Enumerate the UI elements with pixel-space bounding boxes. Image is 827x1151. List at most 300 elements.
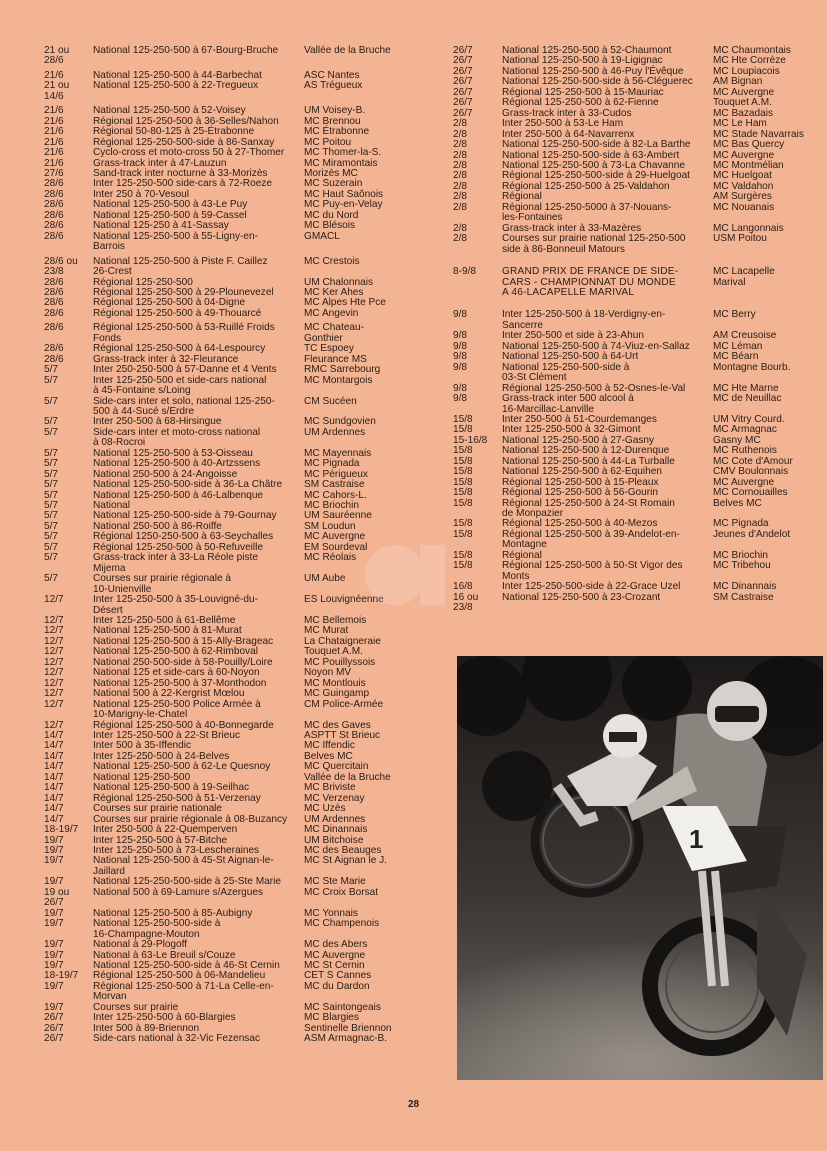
entry-event: Inter 250-500 et side à 23-Ahun: [502, 330, 644, 342]
page-number: 28: [407, 1099, 420, 1110]
entry-event: Grass-track inter à 47-Lauzun: [93, 157, 227, 169]
entry-event: Grass-track inter à 33-Cudos: [502, 107, 632, 119]
entry-event: National 125-250-500-side à 25-Ste Marie: [93, 876, 281, 888]
entry-club: Noyon MV: [304, 667, 352, 679]
entry-club: MC Bazadais: [713, 107, 774, 119]
calendar-entry: [453, 561, 808, 582]
entry-event: Régional: [502, 191, 542, 203]
entry-club: Gasny MC: [713, 434, 761, 446]
entry-event: National 125-250-500 à 44-La Turballe: [502, 455, 675, 467]
calendar-entry: [44, 323, 414, 344]
entry-event: Inter 250-500 à 53-Le Ham: [502, 118, 624, 130]
entry-date: 5/7: [44, 447, 59, 459]
entry-event: National 125-250-500-side à 63-Ambert: [502, 149, 680, 161]
entry-date: 2/8: [453, 170, 468, 182]
entry-club: MC Cornouailles: [713, 487, 788, 499]
entry-event: Régional 1250-250-500 à 63-Seychalles: [93, 531, 274, 543]
entry-club: MC Tribehou: [713, 560, 771, 572]
entry-event: Régional 125-250-500 à 49-Thouarcé: [93, 307, 262, 319]
entry-club: MC Montargois: [304, 374, 373, 386]
calendar-entry: [44, 397, 414, 418]
entry-club: MC Langonnais: [713, 222, 784, 234]
entry-club: Morizès MC: [304, 167, 358, 179]
calendar-entry: [44, 982, 414, 1003]
entry-date: 15/8: [453, 445, 473, 457]
entry-event: Side-cars inter et solo, national 125-250- 500 à 44-Sucé s/Erdre: [93, 395, 275, 417]
entry-club: Belves MC: [713, 497, 762, 509]
entry-date: 16 ou 23/8: [453, 591, 479, 614]
entry-club: UM Aube: [304, 573, 346, 585]
entry-event: Régional 125-250-500 à 40-Bonnegarde: [93, 719, 274, 731]
entry-date: 5/7: [44, 416, 59, 428]
entry-event: National 125-250-500 à 52-Chaumont: [502, 45, 672, 56]
entry-event: National 125-250-500 à 27-Gasny: [502, 434, 655, 446]
entry-date: 28/6: [44, 230, 64, 242]
entry-event: Régional 125-250-500 à 51-Verzenay: [93, 792, 261, 804]
entry-date: 2/8: [453, 191, 468, 203]
entry-event: Inter 250-500 à 51-Courdemanges: [502, 413, 657, 425]
entry-event: Inter 125-250-500 à 57-Bitche: [93, 834, 228, 846]
entry-club: MC Loupiacois: [713, 65, 780, 77]
entry-club: MC des Abers: [304, 939, 368, 951]
entry-date: 18-19/7: [44, 824, 79, 836]
entry-event: Régional 125-250-500 à 56-Gourin: [502, 487, 658, 499]
entry-event: Inter 125-250-500-side à 22-Grace Uzel: [502, 581, 681, 593]
entry-event: Régional 125-250-500 à 39-Andelot-en- Montagne: [502, 528, 680, 551]
entry-date: 14/7: [44, 740, 64, 752]
entry-event: Régional 125-250-500 à 64-Lespourcy: [93, 343, 266, 355]
entry-date: 28/6: [44, 286, 64, 298]
entry-event: National 125-250-500-side à 36-La Châtre: [93, 479, 283, 491]
entry-club: MC Sundgovien: [304, 416, 376, 428]
calendar-entry: [453, 234, 808, 255]
entry-event: National 125-250-500 à 12-Durenque: [502, 445, 670, 457]
entry-club: MC Uzès: [304, 803, 346, 815]
entry-club: MC St Aignan le J.: [304, 855, 388, 867]
entry-club: MC Auvergne: [713, 86, 775, 98]
calendar-entry: [44, 595, 414, 616]
entry-club: MC Léman: [713, 340, 763, 352]
calendar-entry: [453, 267, 808, 298]
entry-date: 21 ou 14/6: [44, 80, 70, 102]
entry-event: National 125-250-500 Police Armée à 10-Marigny-le-Chatel: [93, 698, 261, 721]
entry-date: 28/6: [44, 297, 64, 309]
entry-event: National 125-250-500-side à 82-La Barthe: [502, 139, 691, 151]
entry-event: Courses sur prairie: [93, 1001, 179, 1013]
entry-event: National 125 et side-cars à 60-Noyon: [93, 667, 260, 679]
entry-date: 26/7: [453, 86, 473, 98]
entry-event: Courses sur prairie nationale: [93, 803, 223, 815]
calendar-entry: [453, 593, 808, 614]
entry-club: MC Bellemois: [304, 615, 367, 627]
entry-date: 14/7: [44, 730, 64, 741]
entry-event: Régional 125-250-500 à 62-Fienne: [502, 97, 659, 109]
entry-event: National 125-250-500 à 43-Le Puy: [93, 199, 248, 211]
entry-club: MC Dinannais: [713, 581, 777, 593]
entry-event: Régional 125-250-500 à 50-Refuveille: [93, 541, 264, 553]
entry-date: 21/6: [44, 136, 64, 148]
entry-event: Grass-track inter à 33-Mazères: [502, 222, 642, 234]
entry-date: 12/7: [44, 677, 64, 689]
entry-club: MC Suzerain: [304, 178, 363, 190]
entry-date: 14/7: [44, 792, 64, 804]
entry-event: National 250-500-side à 58-Pouilly/Loire: [93, 656, 273, 668]
entry-club: UM Ardennes: [304, 813, 366, 825]
entry-date: 28/6: [44, 322, 64, 334]
entry-club: UM Sauréenne: [304, 510, 372, 522]
entry-date: 21 ou 28/6: [44, 45, 70, 67]
entry-club: MC Brennou: [304, 115, 361, 127]
entry-date: 2/8: [453, 149, 468, 161]
entry-event: Cyclo-cross et moto-cross 50 à 27-Thomer: [93, 147, 285, 159]
entry-event: Courses sur prairie national 125-250-500 side à 86-Bonneuil Matours: [502, 233, 686, 255]
entry-date: 9/8: [453, 382, 468, 394]
entry-club: MC du Nord: [304, 209, 359, 221]
entry-event: Régional 125-250-500 à 40-Mezos: [502, 518, 658, 530]
entry-date: 9/8: [453, 340, 468, 352]
entry-club: CMV Boulonnais: [713, 466, 789, 478]
calendar-entry: [44, 574, 414, 595]
entry-event: National 125-250-500 à 73-La Chavanne: [502, 159, 685, 171]
entry-club: MC Auvergne: [304, 531, 366, 543]
entry-club: MC des Gaves: [304, 719, 371, 731]
entry-date: 12/7: [44, 719, 64, 731]
entry-club: MC Blargies: [304, 1012, 359, 1024]
entry-event: National 125-250-500 à 44-Barbechat: [93, 69, 262, 81]
calendar-entry: [44, 148, 414, 158]
entry-event: National 125-250-500 à 46-Puy l'Évêque: [502, 65, 684, 77]
entry-club: MC Verzenay: [304, 792, 365, 804]
entry-event: Inter 125-250-500 à 60-Blargies: [93, 1012, 236, 1024]
entry-club: MC Champenois: [304, 918, 380, 930]
entry-club: MC Hte Corrèze: [713, 55, 786, 67]
entry-date: 14/7: [44, 750, 64, 762]
entry-date: 26/7: [453, 76, 473, 88]
entry-club: MC Montlouis: [304, 677, 366, 689]
entry-club: MC Guingamp: [304, 688, 370, 700]
entry-club: La Chataigneraie: [304, 635, 381, 647]
entry-club: ES Louvignéenne: [304, 594, 384, 606]
entry-club: UM Ardennes: [304, 426, 366, 438]
entry-event: National 125-250-500 à 64-Urt: [502, 351, 639, 363]
entry-club: MC Blésois: [304, 220, 356, 232]
calendar-entry: [44, 919, 414, 940]
entry-event: Régional 125-250-500 à 29-Plounevezel: [93, 286, 274, 298]
entry-club: SM Loudun: [304, 520, 356, 532]
entry-date: 19/7: [44, 980, 64, 992]
entry-event: Inter 500 à 89-Briennon: [93, 1022, 200, 1034]
entry-event: Inter 500 à 35-Iffendic: [93, 740, 192, 752]
entry-date: 15/8: [453, 560, 473, 572]
entry-club: SM Castraise: [713, 591, 774, 603]
entry-date: 19/7: [44, 949, 64, 961]
entry-date: 28/6: [44, 188, 64, 200]
entry-event: Grass-track inter 500 alcool à 16-Marcillac-Lanville: [502, 393, 634, 415]
entry-date: 12/7: [44, 698, 64, 710]
entry-date: 28/6: [44, 220, 64, 232]
entry-date: 14/7: [44, 803, 64, 815]
entry-date: 26/7: [453, 65, 473, 77]
entry-club: MC Briochin: [713, 549, 768, 561]
entry-event: National 125-250-500 à 45-St Aignan-le- Jaillard: [93, 855, 274, 877]
entry-date: 28/6: [44, 199, 64, 211]
entry-event: National 125-250-500 à 85-Aubigny: [93, 907, 253, 919]
entry-event: Inter 250 à 70-Vesoul: [93, 188, 189, 200]
entry-event: National 125-250-500 à 67-Bourg-Bruche: [93, 45, 279, 56]
entry-date: 5/7: [44, 541, 59, 553]
entry-date: 12/7: [44, 625, 64, 637]
entry-event: Inter 125-250-500 à 61-Bellême: [93, 615, 236, 627]
entry-club: MC Dinannais: [304, 824, 368, 836]
entry-date: 28/6: [44, 276, 64, 288]
entry-date: 26/7: [44, 1022, 64, 1034]
entry-date: 21/6: [44, 126, 64, 138]
entry-club: USM Poitou: [713, 233, 767, 245]
entry-date: 2/8: [453, 128, 468, 140]
entry-date: 15/8: [453, 466, 473, 478]
entry-club: MC Yonnais: [304, 907, 358, 919]
entry-club: ASM Armagnac-B.: [304, 1033, 388, 1045]
entry-date: 28/6: [44, 209, 64, 221]
entry-date: 9/8: [453, 393, 468, 405]
entry-date: 5/7: [44, 458, 59, 470]
entry-event: Régional 125-250-500 à 52-Osnes-le-Val: [502, 382, 686, 394]
entry-event: Régional 125-250-500 à 71-La Celle-en- Morvan: [93, 980, 274, 1003]
entry-event: Régional 125-250-5000 à 37-Nouans- les-Fontaines: [502, 201, 672, 224]
entry-club: MC Thomer-la-S.: [304, 147, 382, 159]
entry-date: 28/6: [44, 353, 64, 365]
entry-club: Fleurance MS: [304, 353, 367, 365]
entry-club: Touquet A.M.: [304, 646, 363, 658]
entry-club: MC Hte Marne: [713, 382, 779, 394]
entry-club: MC Périgueux: [304, 468, 368, 480]
calendar-entry: [44, 856, 414, 877]
entry-club: CM Police-Armée: [304, 698, 384, 710]
entry-club: MC Angevin: [304, 307, 359, 319]
entry-event: National 125-250-500 à 19-Seilhac: [93, 782, 249, 794]
entry-club: Belves MC: [304, 750, 353, 762]
entry-date: 2/8: [453, 222, 468, 234]
entry-event: Régional 125-250-500 à 24-St Romain de Monpazier: [502, 497, 675, 520]
entry-date: 2/8: [453, 139, 468, 151]
entry-date: 26/7: [44, 1012, 64, 1024]
entry-date: 14/7: [44, 782, 64, 794]
entry-date: 19/7: [44, 907, 64, 919]
entry-club: MC Ste Marie: [304, 876, 366, 888]
entry-club: MC du Dardon: [304, 980, 370, 992]
entry-date: 28/6: [44, 307, 64, 319]
entry-club: MC Armagnac: [713, 424, 777, 436]
entry-date: 27/6: [44, 167, 64, 179]
entry-event: Régional 125-250-500 à 50-St Vigor des Monts: [502, 560, 683, 582]
entry-date: 19/7: [44, 1001, 64, 1013]
entry-event: Régional 125-250-500 à 06-Mandelieu: [93, 970, 266, 982]
entry-event: Régional 125-250-500 à 53-Ruillé Froids Fonds: [93, 322, 275, 344]
entry-event: National 125-250-500 à 55-Ligny-en- Barrois: [93, 230, 258, 253]
calendar-entry: [44, 81, 414, 102]
entry-date: 9/8: [453, 309, 468, 321]
calendar-entry: [44, 232, 414, 253]
calendar-entry: [453, 140, 808, 150]
entry-date: 2/8: [453, 118, 468, 130]
entry-date: 5/7: [44, 489, 59, 501]
entry-date: 21/6: [44, 157, 64, 169]
entry-club: MC Ruthenois: [713, 445, 777, 457]
entry-club: MC de Neuillac: [713, 393, 782, 405]
entry-club: UM Chalonnais: [304, 276, 374, 288]
calendar-entry: [44, 309, 414, 319]
entry-date: 19/7: [44, 918, 64, 930]
entry-club: MC Valdahon: [713, 180, 774, 192]
entry-date: 14/7: [44, 771, 64, 783]
entry-club: MC Réolais: [304, 552, 357, 564]
entry-date: 9/8: [453, 361, 468, 373]
entry-date: 15/8: [453, 549, 473, 561]
motocross-riders-illustration: [457, 656, 823, 1080]
entry-club: AS Trégueux: [304, 80, 363, 92]
entry-date: 26/7: [453, 97, 473, 109]
entry-date: 21/6: [44, 69, 64, 81]
entry-event: National 125-250-500 à 19-Ligignac: [502, 55, 663, 67]
calendar-entry: [44, 257, 414, 278]
entry-date: 5/7: [44, 426, 59, 438]
entry-event: National 125-250-500 à 53-Oisseau: [93, 447, 253, 459]
entry-date: 12/7: [44, 615, 64, 627]
entry-date: 12/7: [44, 667, 64, 679]
calendar-entry: [44, 825, 414, 835]
entry-date: 15/8: [453, 518, 473, 530]
entry-date: 28/6: [44, 178, 64, 190]
entry-club: AM Surgères: [713, 191, 772, 203]
entry-event: National 125-250-500-side à 56-Cléguerec: [502, 76, 693, 88]
entry-club: MC Auvergne: [713, 476, 775, 488]
entry-event: National 250-500 à 24-Angoisse: [93, 468, 238, 480]
entry-event: Inter 250-500 à 64-Navarrenx: [502, 128, 635, 140]
entry-event: GRAND PRIX DE FRANCE DE SIDE- CARS - CHAMPIONNAT DU MONDE A 46-LACAPELLE MARIVAL: [502, 266, 679, 298]
entry-club: MC Nouanais: [713, 201, 775, 213]
entry-date: 12/7: [44, 635, 64, 647]
entry-date: 21/6: [44, 105, 64, 117]
entry-date: 5/7: [44, 500, 59, 512]
entry-club: Vallée de la Bruche: [304, 45, 391, 56]
entry-date: 15/8: [453, 487, 473, 499]
entry-club: MC Haut Saônois: [304, 188, 384, 200]
entry-date: 15/8: [453, 476, 473, 488]
entry-date: 9/8: [453, 351, 468, 363]
entry-event: National 125-250-500 à 46-Lalbenque: [93, 489, 264, 501]
entry-club: UM Voisey-B.: [304, 105, 366, 117]
entry-event: National 125-250-500 à 52-Voisey: [93, 105, 246, 117]
entry-club: CET S Cannes: [304, 970, 372, 982]
entry-club: MC Quercitain: [304, 761, 369, 773]
entry-club: MC Pignada: [304, 458, 360, 470]
entry-date: 18-19/7: [44, 970, 79, 982]
entry-date: 19/7: [44, 939, 64, 951]
entry-date: 14/7: [44, 813, 64, 825]
entry-club: MC Auvergne: [304, 949, 366, 961]
entry-event: Régional: [502, 549, 542, 561]
entry-date: 9/8: [453, 330, 468, 342]
entry-date: 5/7: [44, 395, 59, 407]
entry-club: CM Sucéen: [304, 395, 357, 407]
entry-club: MC Huelgoat: [713, 170, 772, 182]
entry-event: National 250-500 à 86-Roiffe: [93, 520, 222, 532]
entry-club: UM Vitry Courd.: [713, 413, 785, 425]
entry-event: Courses sur prairie régionale à 10-Unienville: [93, 573, 232, 595]
entry-club: MC Le Ham: [713, 118, 767, 130]
entry-event: Régional 50-80-125 à 25-Étrabonne: [93, 126, 255, 138]
entry-date: 21/6: [44, 147, 64, 159]
entry-date: 2/8: [453, 233, 468, 245]
entry-event: National: [93, 500, 131, 512]
entry-event: Inter 125-250-500 à 73-Lescheraines: [93, 844, 260, 856]
entry-event: Grass-track inter à 33-La Réole piste Mijema: [93, 552, 258, 574]
entry-club: GMACL: [304, 230, 340, 242]
calendar-entry: [44, 940, 414, 950]
entry-event: Régional 125-250-500-side à 86-Sanxay: [93, 136, 275, 148]
entry-club: MC St Cernin: [304, 959, 365, 971]
entry-club: MC Poitou: [304, 136, 352, 148]
entry-event: Régional 125-250-500 à 36-Selles/Nahon: [93, 115, 279, 127]
entry-event: Inter 250-500 à 22-Quemperven: [93, 824, 238, 836]
entry-club: MC Iffendic: [304, 740, 355, 752]
entry-club: MC Pouillyssois: [304, 656, 376, 668]
entry-event: National 125-250-500 à 22-Tregueux: [93, 80, 259, 92]
entry-club: MC Lacapelle Marival: [713, 266, 775, 288]
entry-event: Side-cars national à 32-Vic Fezensac: [93, 1033, 261, 1045]
entry-club: MC Ker Ahes: [304, 286, 364, 298]
entry-date: 14/7: [44, 761, 64, 773]
entry-event: Inter 125-250-500 à 24-Belves: [93, 750, 230, 762]
entry-event: National 125-250-500 à 81-Murat: [93, 625, 242, 637]
entry-date: 19/7: [44, 834, 64, 846]
entry-club: UM Bitchoise: [304, 834, 364, 846]
entry-club: AM Creusoise: [713, 330, 777, 342]
calendar-entry: [44, 888, 414, 909]
entry-event: Régional 125-250-500 à 15-Pleaux: [502, 476, 659, 488]
entry-event: Side-cars inter et moto-cross national à 08-Rocroi: [93, 426, 261, 449]
entry-club: MC Alpes Hte Pce: [304, 297, 386, 309]
entry-event: National 125-250 à 41-Sassay: [93, 220, 229, 232]
entry-event: Inter 125-250-500 à 32-Gimont: [502, 424, 641, 436]
entry-date: 5/7: [44, 531, 59, 543]
entry-club: MC Cahors-L.: [304, 489, 367, 501]
calendar-entry: [44, 480, 414, 490]
entry-event: National à 29-Plogoff: [93, 939, 188, 951]
entry-date: 5/7: [44, 520, 59, 532]
entry-club: Touquet A.M.: [713, 97, 772, 109]
entry-club: SM Castraise: [304, 479, 365, 491]
entry-club: Sentinelle Briennon: [304, 1022, 392, 1034]
entry-club: MC Étrabonne: [304, 126, 370, 138]
entry-club: Jeunes d'Andelot: [713, 528, 791, 540]
entry-date: 26/7: [453, 107, 473, 119]
entry-club: MC Béarn: [713, 351, 759, 363]
entry-date: 2/8: [453, 159, 468, 171]
entry-event: Inter 125-250-500 à 22-St Brieuc: [93, 730, 241, 741]
entry-event: National 125-250-500 à 62-Rimboval: [93, 646, 258, 658]
entry-date: 19/7: [44, 844, 64, 856]
entry-club: TC Espoey: [304, 343, 354, 355]
calendar-entry: [453, 530, 808, 551]
entry-club: MC Cote d'Amour: [713, 455, 793, 467]
entry-date: 19/7: [44, 876, 64, 888]
entry-date: 26/7: [453, 45, 473, 56]
race-plate-number: 1: [689, 824, 704, 854]
entry-date: 5/7: [44, 364, 59, 376]
entry-date: 15-16/8: [453, 434, 488, 446]
entry-event: Régional 125-250-500 à 04-Digne: [93, 297, 246, 309]
